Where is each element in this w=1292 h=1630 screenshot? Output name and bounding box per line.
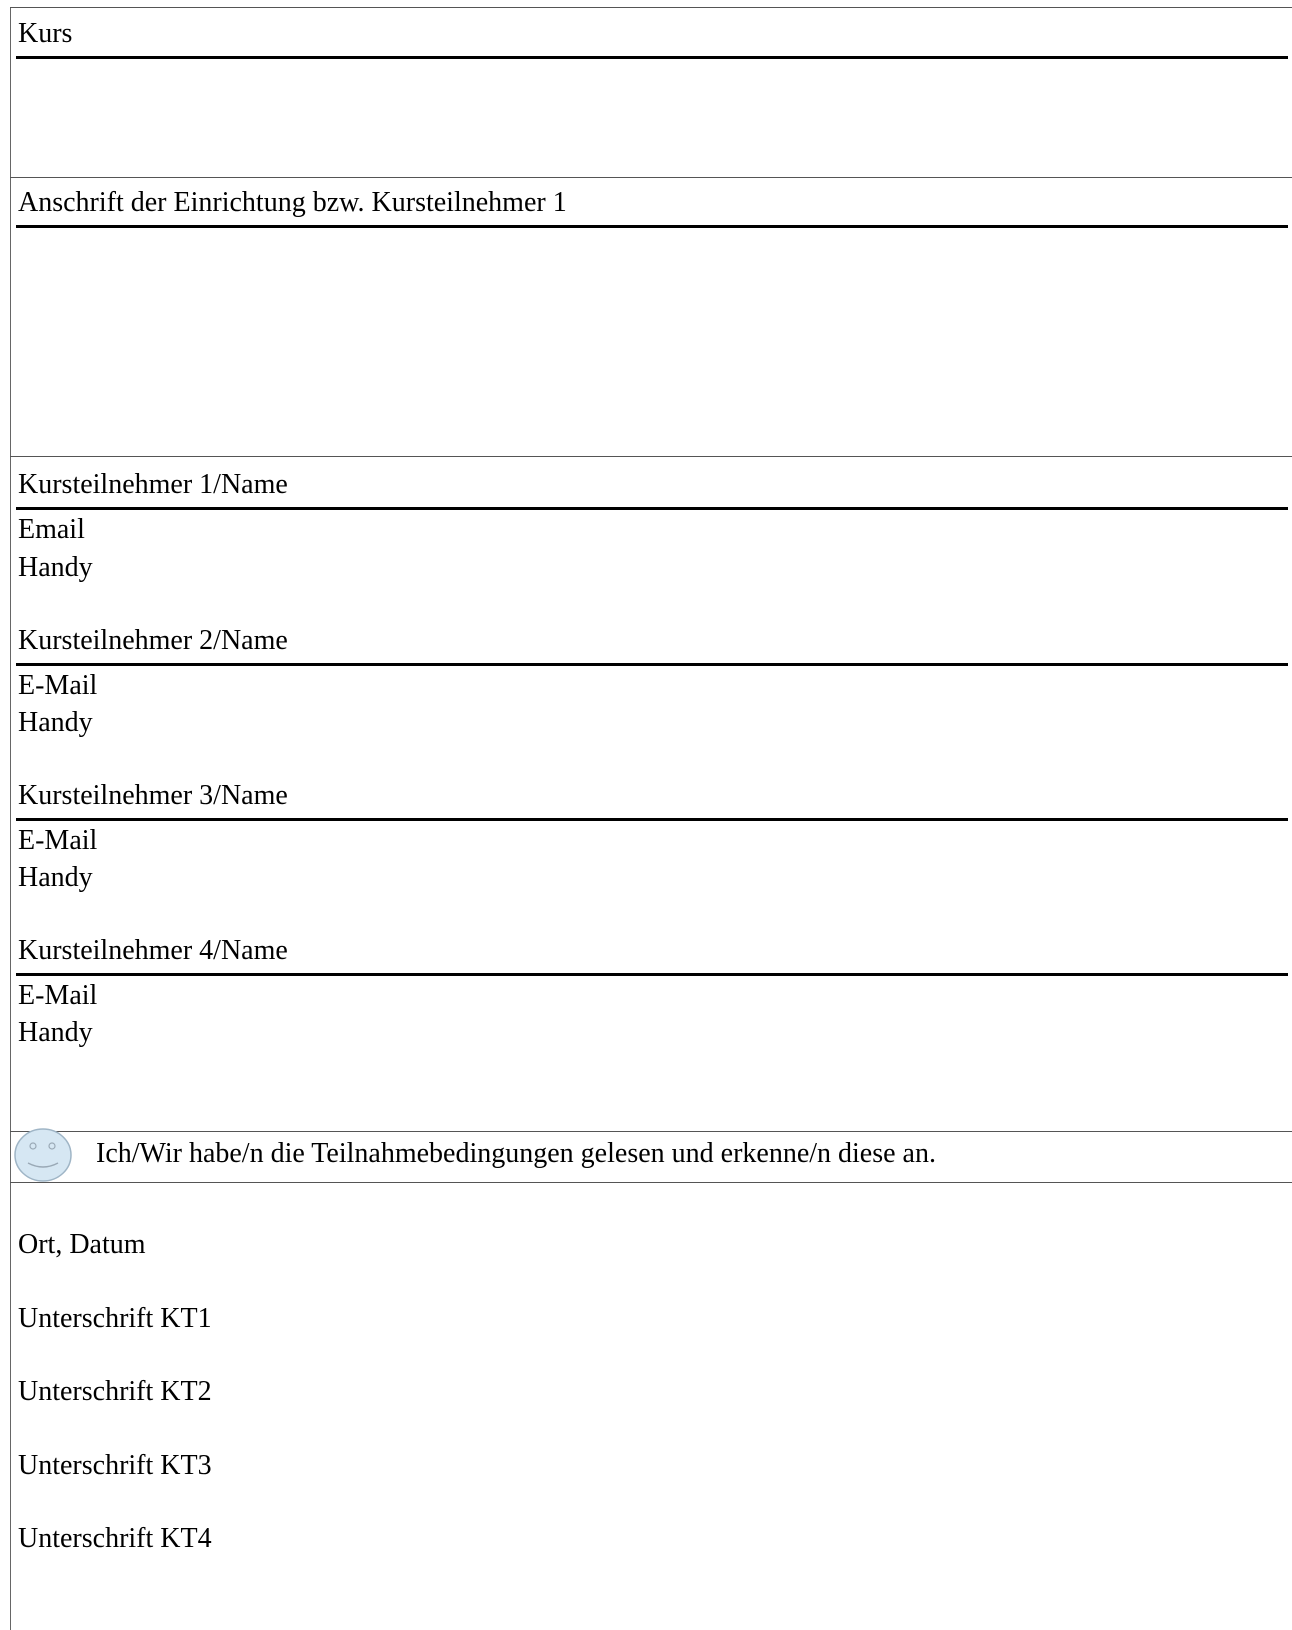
- signature-kt4-label: Unterschrift KT4: [18, 1523, 212, 1554]
- address-label: Anschrift der Einrichtung bzw. Kursteilnehmer 1: [18, 187, 567, 218]
- course-field[interactable]: [16, 60, 1288, 170]
- address-field-line: [16, 225, 1288, 228]
- participant-1-name-label: Kursteilnehmer 1/Name: [18, 469, 288, 500]
- participant-3-name-label: Kursteilnehmer 3/Name: [18, 780, 288, 811]
- place-date-label: Ort, Datum: [18, 1229, 146, 1260]
- participant-4-name-line[interactable]: [16, 973, 1288, 976]
- form-left-border: [10, 7, 11, 1630]
- participant-3-phone-label: Handy: [18, 862, 93, 893]
- participant-2-name-label: Kursteilnehmer 2/Name: [18, 625, 288, 656]
- participant-2-phone-label: Handy: [18, 707, 93, 738]
- participant-4-email-label: E-Mail: [18, 980, 98, 1011]
- smiley-icon[interactable]: [13, 1127, 73, 1183]
- participant-4-phone-label: Handy: [18, 1017, 93, 1048]
- section-divider: [10, 7, 1292, 8]
- section-divider: [10, 1131, 1292, 1132]
- participant-2-email-label: E-Mail: [18, 670, 98, 701]
- course-field-line: [16, 56, 1288, 59]
- address-field[interactable]: [16, 229, 1288, 454]
- signature-kt1-label: Unterschrift KT1: [18, 1303, 212, 1334]
- section-divider: [10, 1182, 1292, 1183]
- participant-4-name-label: Kursteilnehmer 4/Name: [18, 935, 288, 966]
- section-divider: [10, 177, 1292, 178]
- signature-kt2-label: Unterschrift KT2: [18, 1376, 212, 1407]
- section-divider: [10, 456, 1292, 457]
- consent-text: Ich/Wir habe/n die Teilnahmebedingungen gelesen und erkenne/n diese an.: [96, 1138, 936, 1169]
- participant-3-name-line[interactable]: [16, 818, 1288, 821]
- participant-1-phone-label: Handy: [18, 552, 93, 583]
- participant-3-email-label: E-Mail: [18, 825, 98, 856]
- participant-2-name-line[interactable]: [16, 663, 1288, 666]
- signature-kt3-label: Unterschrift KT3: [18, 1450, 212, 1481]
- participant-1-name-line[interactable]: [16, 507, 1288, 510]
- participant-1-email-label: Email: [18, 514, 85, 545]
- course-label: Kurs: [18, 18, 73, 49]
